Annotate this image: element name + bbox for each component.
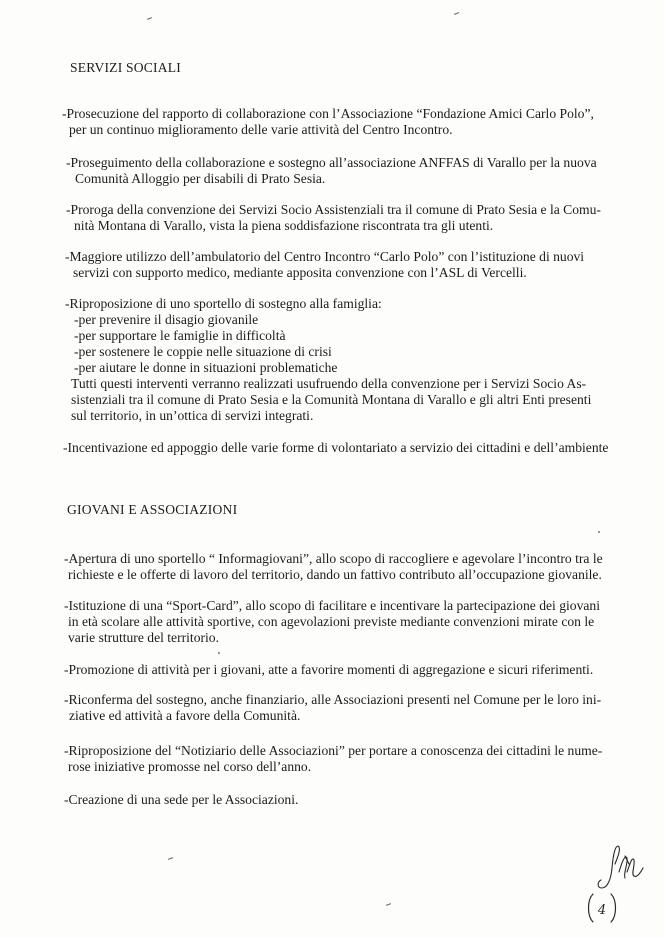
paragraph-line: rose iniziative promosse nel corso dell’anno. [68, 759, 312, 774]
paragraph-line: -Incentivazione ed appoggio delle varie forme di volontariato a servizio dei cittadini e dell’ambiente [63, 440, 609, 455]
paragraph-line: -Prosecuzione del rapporto di collaborazione con l’Associazione “Fondazione Amici Carlo Polo”, [62, 106, 594, 121]
paragraph-line: sistenziali tra il comune di Prato Sesia e la Comunità Montana di Varallo e gli altri Enti presenti [71, 392, 592, 407]
paragraph-line: in età scolare alle attività sportive, con agevolazioni previste mediante convenzioni mirate con le [68, 614, 595, 629]
paragraph-line: nità Montana di Varallo, vista la piena soddisfazione riscontrata tra gli utenti. [74, 218, 494, 233]
paragraph-line: -Riconferma del sostegno, anche finanziario, alle Associazioni presenti nel Comune per le loro ini- [64, 692, 602, 707]
paragraph-line: richieste e le offerte di lavoro del territorio, dando un fattivo contributo all’occupazione giovanile. [68, 567, 602, 582]
scan-speck [147, 17, 152, 20]
paragraph-line: -Proseguimento della collaborazione e sostegno all’associazione ANFFAS di Varallo per la nuova [66, 155, 597, 170]
scan-speck [598, 531, 600, 533]
paragraph-line: sul territorio, in un’ottica di servizi integrati. [71, 408, 314, 423]
paragraph-line: ziative ed attività a favore della Comunità. [69, 708, 301, 723]
paragraph-line: -Riproposizione del “Notiziario delle Associazioni” per portare a conoscenza dei cittadini le nume- [64, 743, 603, 758]
section-heading: GIOVANI E ASSOCIAZIONI [67, 502, 238, 517]
list-item: -per supportare le famiglie in difficoltà [74, 328, 286, 343]
paragraph-line: -Istituzione di una “Sport-Card”, allo scopo di facilitare e incentivare la partecipazione dei giovani [64, 598, 600, 613]
list-item: -per sostenere le coppie nelle situazione di crisi [74, 344, 332, 359]
section-heading: SERVIZI SOCIALI [70, 60, 182, 75]
scan-speck [168, 857, 173, 860]
scan-speck [454, 12, 459, 15]
paragraph-line: Comunità Alloggio per disabili di Prato Sesia. [75, 171, 326, 186]
list-item: -per prevenire il disagio giovanile [74, 312, 259, 327]
paragraph-line: -Proroga della convenzione dei Servizi Socio Assistenziali tra il comune di Prato Sesia e la Comu- [66, 202, 601, 217]
paragraph-line: varie strutture del territorio. [68, 630, 219, 645]
scan-speck [218, 652, 220, 654]
paragraph-line: -Promozione di attività per i giovani, atte a favorire momenti di aggregazione e sicuri riferimenti. [64, 662, 594, 677]
list-item: -per aiutare le donne in situazioni problematiche [74, 360, 338, 375]
paragraph-line: -Riproposizione di uno sportello di sostegno alla famiglia: [65, 296, 382, 311]
paragraph-line: servizi con supporto medico, mediante apposita convenzione con l’ASL di Vercelli. [73, 265, 527, 280]
paragraph-line: -Maggiore utilizzo dell’ambulatorio del Centro Incontro “Carlo Polo” con l’istituzione di nuovi [65, 249, 585, 264]
paragraph-line: -Apertura di uno sportello “ Informagiovani”, allo scopo di raccogliere e agevolare l’incontro tra le [64, 551, 603, 566]
page-number-mark: 4 [597, 903, 607, 918]
scan-speck [386, 903, 391, 906]
paragraph-line: per un continuo miglioramento delle varie attività del Centro Incontro. [69, 122, 453, 137]
handwritten-signature [575, 842, 655, 931]
paragraph-line: Tutti questi interventi verranno realizzati usufruendo della convenzione per i Servizi Socio As- [71, 376, 587, 391]
signature-drawing [575, 842, 655, 927]
paragraph-line: -Creazione di una sede per le Associazioni. [64, 792, 299, 807]
